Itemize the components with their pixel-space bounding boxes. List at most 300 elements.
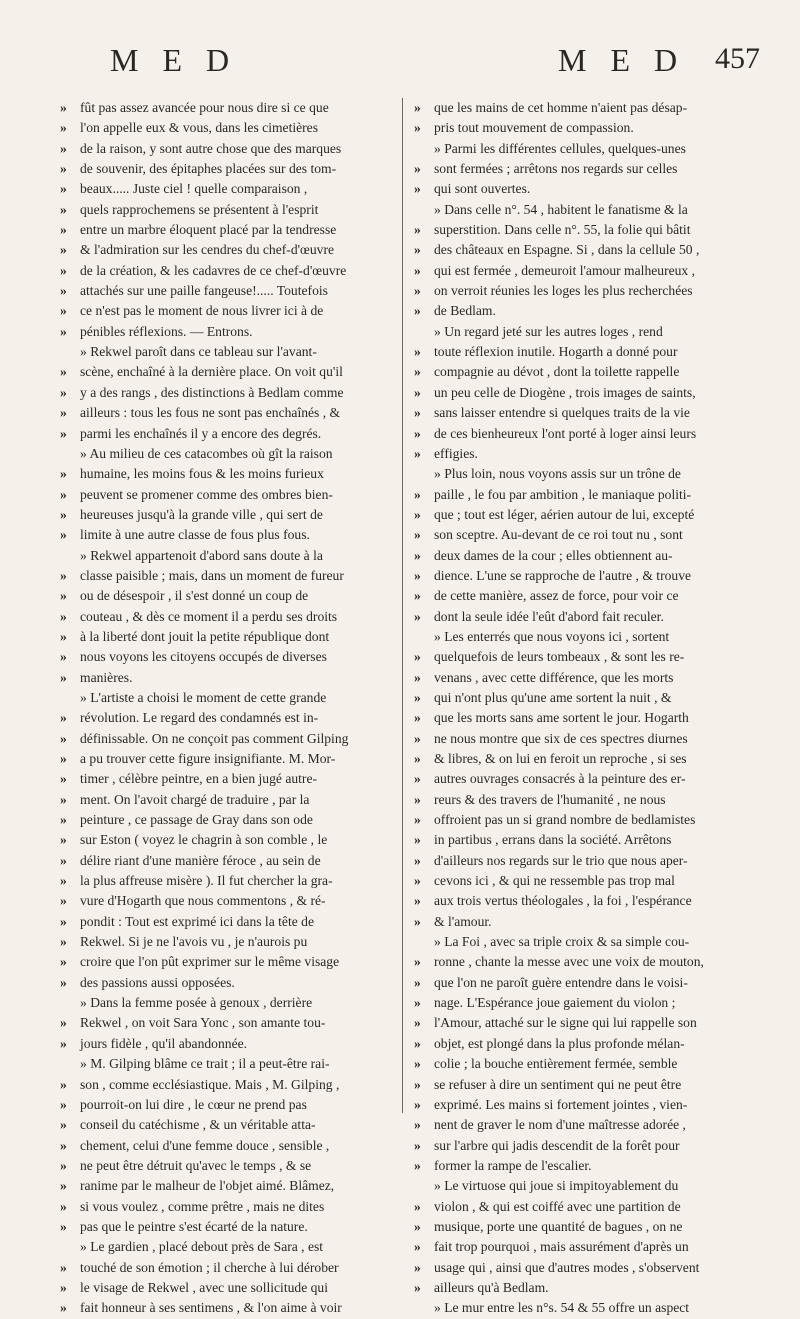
text-line [60, 240, 404, 260]
line-text: » Parmi les différentes cellules, quelques-unes [434, 140, 686, 156]
quote-mark: » [414, 771, 421, 787]
quote-mark: » [60, 1096, 67, 1112]
line-text: » Un regard jeté sur les autres loges , rend [434, 323, 663, 339]
text-line [414, 627, 758, 647]
quote-mark: » [414, 1279, 421, 1295]
quote-mark: » [60, 832, 67, 848]
quote-mark: » [414, 1259, 421, 1275]
line-text: vure d'Hogarth que nous commentons , & ré- [80, 893, 326, 909]
line-text: se refuser à dire un sentiment qui ne peut être [434, 1076, 682, 1092]
line-text: » Rekwel appartenoit d'abord sans doute à la [80, 547, 323, 563]
quote-mark: » [414, 222, 421, 238]
line-text: » Le mur entre les n°s. 54 & 55 offre un aspect [434, 1300, 690, 1316]
line-text: la plus affreuse misère ). Il fut chercher la gra- [80, 873, 333, 889]
quote-mark: » [60, 771, 67, 787]
text-line [414, 871, 758, 891]
text-line [60, 1197, 404, 1217]
text-line [414, 1278, 758, 1298]
line-text: Rekwel. Si je ne l'avois vu , je n'aurois pu [80, 934, 308, 950]
line-text: ment. On l'avoit chargé de traduire , par la [80, 791, 310, 807]
line-text: définissable. On ne conçoit pas comment Gilping [80, 730, 349, 746]
quote-mark: » [60, 608, 67, 624]
line-text: le visage de Rekwel , avec une sollicitude qui [80, 1279, 329, 1295]
quote-mark: » [414, 303, 421, 319]
text-line [414, 505, 758, 525]
text-line [414, 912, 758, 932]
text-line [60, 871, 404, 891]
text-line [414, 749, 758, 769]
text-line [414, 301, 758, 321]
text-line [414, 810, 758, 830]
line-text: couteau , & dès ce moment il a perdu ses droits [80, 608, 338, 624]
line-text: pris tout mouvement de compassion. [434, 120, 634, 136]
line-text: touché de son émotion ; il cherche à lui dérober [80, 1259, 339, 1275]
line-text: ne peut être détruit qu'avec le temps , & se [80, 1157, 312, 1173]
line-text: » Au milieu de ces catacombes où gît la raison [80, 445, 333, 461]
line-text: » Rekwel paroît dans ce tableau sur l'avant- [80, 344, 317, 360]
quote-mark: » [414, 791, 421, 807]
quote-mark: » [414, 873, 421, 889]
line-text: compagnie au dévot , dont la toilette rappelle [434, 364, 680, 380]
line-text: scène, enchaîné à la dernière place. On voit qu'il [80, 364, 343, 380]
text-line [414, 1136, 758, 1156]
text-line [414, 1095, 758, 1115]
text-line [60, 1034, 404, 1054]
quote-mark: » [414, 974, 421, 990]
quote-mark: » [414, 1137, 421, 1153]
quote-mark: » [414, 1076, 421, 1092]
quote-mark: » [60, 303, 67, 319]
text-line [414, 1013, 758, 1033]
text-line [414, 281, 758, 301]
text-line [414, 688, 758, 708]
quote-mark: » [60, 649, 67, 665]
quote-mark: » [414, 689, 421, 705]
line-text: révolution. Le regard des condamnés est in- [80, 710, 319, 726]
text-line [60, 464, 404, 484]
text-line [60, 1278, 404, 1298]
quote-mark: » [414, 1198, 421, 1214]
line-text: jours fidèle , qu'il abandonnée. [80, 1035, 248, 1051]
quote-mark: » [414, 1117, 421, 1133]
line-text: qui est fermée , demeuroit l'amour malheureux , [434, 262, 696, 278]
quote-mark: » [414, 506, 421, 522]
line-text: nous voyons les citoyens occupés de diverses [80, 649, 327, 665]
line-text: manières. [80, 669, 133, 685]
text-line [60, 647, 404, 667]
line-text: aux trois vertus théologales , la foi , l'espérance [434, 893, 692, 909]
text-line [60, 688, 404, 708]
quote-mark: » [60, 954, 67, 970]
quote-mark: » [414, 405, 421, 421]
line-text: » M. Gilping blâme ce trait ; il a peut-être rai- [80, 1056, 330, 1072]
text-line [414, 240, 758, 260]
text-line [414, 1156, 758, 1176]
text-line [60, 627, 404, 647]
quote-mark: » [60, 812, 67, 828]
line-text: que l'on ne paroît guère entendre dans le voisi- [434, 974, 688, 990]
line-text: » Les enterrés que nous voyons ici , sortent [434, 628, 670, 644]
line-text: de la création, & les cadavres de ce chef-d'œuvre [80, 262, 347, 278]
quote-mark: » [60, 934, 67, 950]
text-line [414, 118, 758, 138]
text-line [414, 1034, 758, 1054]
quote-mark: » [414, 1096, 421, 1112]
line-text: que les morts sans ame sortent le jour. Hogarth [434, 710, 689, 726]
quote-mark: » [414, 486, 421, 502]
line-text: conseil du catéchisme , & un véritable atta- [80, 1117, 316, 1133]
line-text: ailleurs qu'à Bedlam. [434, 1279, 549, 1295]
line-text: sur Eston ( voyez le chagrin à son comble , le [80, 832, 328, 848]
line-text: autres ouvrages consacrés à la peinture des er- [434, 771, 686, 787]
quote-mark: » [60, 527, 67, 543]
quote-mark: » [60, 1218, 67, 1234]
text-line [414, 98, 758, 118]
text-line [414, 342, 758, 362]
quote-mark: » [60, 1259, 67, 1275]
text-line [60, 362, 404, 382]
text-line [414, 1217, 758, 1237]
text-line [414, 1054, 758, 1074]
text-line [60, 301, 404, 321]
quote-mark: » [60, 751, 67, 766]
line-text: offroient pas un si grand nombre de bedlamistes [434, 812, 696, 828]
quote-mark: » [60, 140, 67, 156]
quote-mark: » [60, 161, 67, 177]
text-line [60, 810, 404, 830]
text-line [60, 993, 404, 1013]
quote-mark: » [60, 120, 67, 136]
text-line [414, 139, 758, 159]
line-text: à la liberté dont jouit la petite république dont [80, 628, 330, 644]
text-line [414, 607, 758, 627]
text-line [414, 200, 758, 220]
line-text: nage. L'Espérance joue gaiement du violon ; [434, 995, 676, 1011]
left-text-column [60, 98, 404, 1319]
line-text: & libres, & on lui en feroit un reproche , si ses [434, 751, 687, 766]
quote-mark: » [60, 588, 67, 604]
quote-mark: » [60, 1178, 67, 1194]
line-text: & l'amour. [434, 913, 492, 929]
line-text: fût pas assez avancée pour nous dire si ce que [80, 100, 329, 115]
line-text: que ; tout est léger, aérien autour de lui, excepté [434, 506, 695, 522]
text-line [414, 424, 758, 444]
text-line [60, 749, 404, 769]
line-text: attachés sur une paille fangeuse!..... Toutefois [80, 283, 328, 299]
text-line [60, 668, 404, 688]
quote-mark: » [60, 1198, 67, 1214]
line-text: sont fermées ; arrêtons nos regards sur celles [434, 161, 678, 177]
line-text: exprimé. Les mains si fortement jointes , vien- [434, 1096, 688, 1112]
text-line [60, 1095, 404, 1115]
column-divider [402, 98, 403, 1113]
quote-mark: » [414, 242, 421, 258]
quote-mark: » [60, 1117, 67, 1133]
quote-mark: » [60, 405, 67, 421]
text-line [414, 708, 758, 728]
line-text: l'Amour, attaché sur le signe qui lui rappelle son [434, 1015, 697, 1031]
quote-mark: » [60, 852, 67, 868]
line-text: violon , & qui est coiffé avec une partition de [434, 1198, 681, 1214]
quote-mark: » [414, 710, 421, 726]
line-text: pas que le peintre s'est écarté de la nature. [80, 1218, 308, 1234]
text-line [414, 464, 758, 484]
line-text: former la rampe de l'escalier. [434, 1157, 592, 1173]
text-line [414, 1258, 758, 1278]
text-line [414, 647, 758, 667]
text-line [414, 952, 758, 972]
quote-mark: » [60, 364, 67, 380]
line-text: des passions aussi opposées. [80, 974, 235, 990]
line-text: un peu celle de Diogène , trois images de saints, [434, 384, 696, 400]
quote-mark: » [60, 913, 67, 929]
text-line [60, 98, 404, 118]
text-line [414, 383, 758, 403]
quote-mark: » [60, 425, 67, 441]
line-text: limite à une autre classe de fous plus fous. [80, 527, 310, 543]
right-running-title: M E D [558, 42, 686, 78]
text-line [414, 220, 758, 240]
line-text: de cette manière, assez de force, pour voir ce [434, 588, 679, 604]
text-line [414, 525, 758, 545]
text-line [60, 444, 404, 464]
text-line [60, 403, 404, 423]
quote-mark: » [414, 344, 421, 360]
quote-mark: » [414, 893, 421, 909]
text-line [60, 932, 404, 952]
text-line [60, 139, 404, 159]
quote-mark: » [60, 791, 67, 807]
line-text: de la raison, y sont autre chose que des marques [80, 140, 342, 156]
text-line [414, 1075, 758, 1095]
line-text: que les mains de cet homme n'aient pas désap- [434, 100, 688, 115]
quote-mark: » [414, 262, 421, 278]
line-text: ce n'est pas le moment de nous livrer ici à de [80, 303, 324, 319]
quote-mark: » [414, 649, 421, 665]
line-text: sur l'arbre qui jadis descendit de la forêt pour [434, 1137, 680, 1153]
text-line [414, 1115, 758, 1135]
quote-mark: » [60, 669, 67, 685]
text-line [60, 708, 404, 728]
quote-mark: » [414, 913, 421, 929]
line-text: ronne , chante la messe avec une voix de mouton, [434, 954, 704, 970]
text-line [414, 1298, 758, 1318]
text-line [60, 179, 404, 199]
text-line [414, 586, 758, 606]
text-line [60, 1136, 404, 1156]
text-line [60, 790, 404, 810]
text-line [60, 1176, 404, 1196]
line-text: nent de graver le nom d'une maîtresse adorée , [434, 1117, 686, 1133]
page-number: 457 [715, 42, 760, 75]
line-text: de Bedlam. [434, 303, 496, 319]
text-line [60, 952, 404, 972]
line-text: humaine, les moins fous & les moins furieux [80, 466, 324, 482]
text-line [60, 1237, 404, 1257]
text-line [60, 1217, 404, 1237]
quote-mark: » [60, 1015, 67, 1031]
line-text: entre un marbre éloquent placé par la tendresse [80, 222, 337, 238]
line-text: colie ; la bouche entièrement fermée, semble [434, 1056, 678, 1072]
text-line [60, 830, 404, 850]
left-running-title: M E D [110, 42, 238, 78]
line-text: dience. L'une se rapproche de l'autre , & trouve [434, 567, 692, 583]
text-line [60, 912, 404, 932]
quote-mark: » [414, 588, 421, 604]
quote-mark: » [414, 1015, 421, 1031]
line-text: d'ailleurs nos regards sur le trio que nous aper- [434, 852, 688, 868]
line-text: a pu trouver cette figure insignifiante. M. Mor- [80, 751, 336, 766]
line-text: sans laisser entendre si quelques traits de la vie [434, 405, 690, 421]
line-text: » Plus loin, nous voyons assis sur un trône de [434, 466, 681, 482]
quote-mark: » [414, 567, 421, 583]
line-text: y a des rangs , des distinctions à Bedlam comme [80, 384, 344, 400]
line-text: parmi les enchaînés il y a encore des degrés. [80, 425, 322, 441]
line-text: superstition. Dans celle n°. 55, la folie qui bâtit [434, 222, 691, 238]
line-text: pondit : Tout est exprimé ici dans la tête de [80, 913, 314, 929]
line-text: toute réflexion inutile. Hogarth a donné pour [434, 344, 678, 360]
line-text: son sceptre. Au-devant de ce roi tout nu , sont [434, 527, 683, 543]
quote-mark: » [414, 445, 421, 461]
line-text: chement, celui d'une femme douce , sensible , [80, 1137, 330, 1153]
line-text: » La Foi , avec sa triple croix & sa simple cou- [434, 934, 690, 950]
text-line [60, 566, 404, 586]
quote-mark: » [60, 628, 67, 644]
quote-mark: » [60, 506, 67, 522]
quote-mark: » [60, 1300, 67, 1316]
text-line [60, 729, 404, 749]
text-line [414, 1197, 758, 1217]
line-text: peinture , ce passage de Gray dans son ode [80, 812, 313, 828]
quote-mark: » [60, 1035, 67, 1051]
quote-mark: » [60, 730, 67, 746]
line-text: pourroit-on lui dire , le cœur ne prend pas [80, 1096, 307, 1112]
line-text: dont la seule idée l'eût d'abord fait reculer. [434, 608, 664, 624]
quote-mark: » [414, 425, 421, 441]
line-text: heureuses jusqu'à la grande ville , qui sert de [80, 506, 323, 522]
text-line [60, 322, 404, 342]
text-line [414, 891, 758, 911]
text-line [60, 505, 404, 525]
line-text: » Le virtuose qui joue si impitoyablement du [434, 1178, 679, 1194]
text-line [60, 424, 404, 444]
line-text: de souvenir, des épitaphes placées sur des tom- [80, 161, 337, 177]
quote-mark: » [60, 1076, 67, 1092]
quote-mark: » [414, 1157, 421, 1173]
quote-mark: » [60, 710, 67, 726]
text-line [414, 769, 758, 789]
quote-mark: » [60, 1279, 67, 1295]
line-text: in partibus , errans dans la société. Arrêtons [434, 832, 672, 848]
line-text: qui sont ouvertes. [434, 181, 531, 197]
line-text: deux dames de la cour ; elles obtiennent au- [434, 547, 673, 563]
text-line [60, 1115, 404, 1135]
text-line [414, 993, 758, 1013]
quote-mark: » [414, 1035, 421, 1051]
quote-mark: » [414, 608, 421, 624]
line-text: venans , avec cette différence, que les morts [434, 669, 674, 685]
text-line [414, 566, 758, 586]
line-text: Rekwel , on voit Sara Yonc , son amante tou- [80, 1015, 326, 1031]
line-text: croire que l'on pût exprimer sur le même visage [80, 954, 340, 970]
line-text: des châteaux en Espagne. Si , dans la cellule 50 , [434, 242, 700, 258]
quote-mark: » [60, 262, 67, 278]
quote-mark: » [60, 181, 67, 197]
line-text: classe paisible ; mais, dans un moment de fureur [80, 567, 344, 583]
quote-mark: » [60, 974, 67, 990]
line-text: objet, est plongé dans la plus profonde mélan- [434, 1035, 685, 1051]
text-line [60, 1013, 404, 1033]
text-line [60, 281, 404, 301]
line-text: usage qui , ainsi que d'autres modes , s'observent [434, 1259, 700, 1275]
text-line [60, 220, 404, 240]
line-text: » Dans celle n°. 54 , habitent le fanatisme & la [434, 201, 688, 217]
line-text: reurs & des travers de l'humanité , ne nous [434, 791, 666, 807]
line-text: si vous voulez , comme prêtre , mais ne dites [80, 1198, 325, 1214]
quote-mark: » [414, 364, 421, 380]
text-line [60, 118, 404, 138]
quote-mark: » [60, 567, 67, 583]
line-text: ranime par le malheur de l'objet aimé. Blâmez, [80, 1178, 335, 1194]
line-text: musique, porte une quantité de bagues , on ne [434, 1218, 683, 1234]
text-line [414, 444, 758, 464]
text-line [60, 1258, 404, 1278]
text-line [414, 790, 758, 810]
quote-mark: » [60, 1157, 67, 1173]
quote-mark: » [60, 1137, 67, 1153]
quote-mark: » [414, 283, 421, 299]
text-line [60, 769, 404, 789]
text-line [60, 973, 404, 993]
quote-mark: » [414, 832, 421, 848]
line-text: ou de désespoir , il s'est donné un coup de [80, 588, 309, 604]
text-line [60, 586, 404, 606]
text-line [414, 403, 758, 423]
line-text: fait trop pourquoi , mais assurément d'après un [434, 1239, 689, 1255]
line-text: qui n'ont plus qu'une ame sortent la nuit , & [434, 689, 672, 705]
text-line [414, 973, 758, 993]
text-line [60, 525, 404, 545]
quote-mark: » [414, 1218, 421, 1234]
quote-mark: » [414, 812, 421, 828]
quote-mark: » [60, 486, 67, 502]
quote-mark: » [414, 1239, 421, 1255]
text-line [414, 322, 758, 342]
text-line [414, 932, 758, 952]
text-line [60, 607, 404, 627]
text-line [60, 1298, 404, 1318]
text-line [414, 362, 758, 382]
text-line [414, 1237, 758, 1257]
quote-mark: » [60, 100, 67, 115]
text-line [60, 159, 404, 179]
text-line [60, 851, 404, 871]
right-text-column [414, 98, 758, 1319]
quote-mark: » [414, 100, 421, 115]
text-line [60, 546, 404, 566]
quote-mark: » [414, 1056, 421, 1072]
quote-mark: » [60, 283, 67, 299]
quote-mark: » [60, 323, 67, 339]
text-line [414, 851, 758, 871]
text-line [60, 1156, 404, 1176]
line-text: fait honneur à ses sentimens , & l'on aime à voir [80, 1300, 342, 1316]
text-line [414, 1176, 758, 1196]
running-header [70, 42, 770, 82]
line-text: pénibles réflexions. — Entrons. [80, 323, 253, 339]
line-text: ailleurs : tous les fous ne sont pas enchaînés , & [80, 405, 341, 421]
text-line [414, 179, 758, 199]
